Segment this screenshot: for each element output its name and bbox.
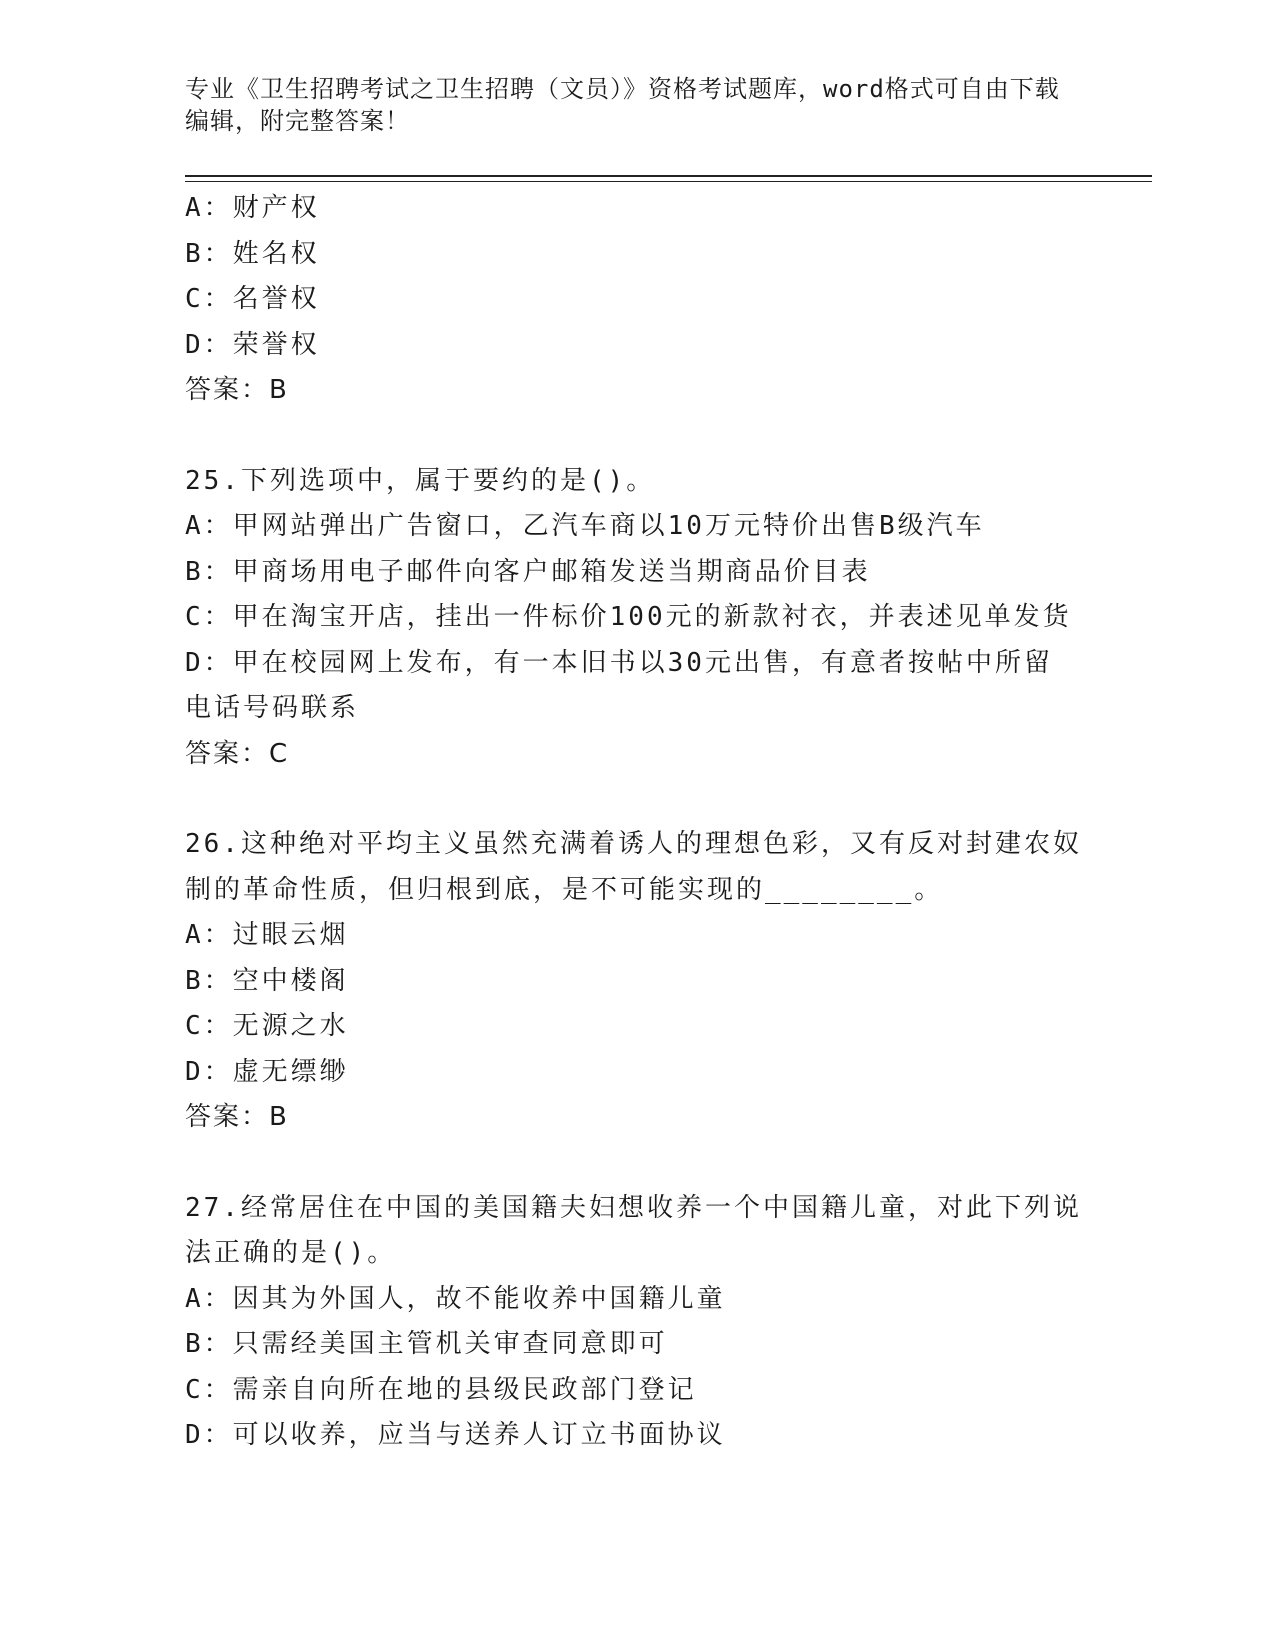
option-a: A：甲网站弹出广告窗口，乙汽车商以10万元特价出售B级汽车 <box>185 511 985 541</box>
header-line-1: 专业《卫生招聘考试之卫生招聘（文员）》资格考试题库，word格式可自由下载 <box>185 75 1060 103</box>
question-list <box>185 186 1155 1459</box>
question-stem-line-2: 制的革命性质，但归根到底，是不可能实现的________。 <box>185 874 944 905</box>
option-c: C：甲在淘宝开店，挂出一件标价100元的新款衬衣，并表述见单发货 <box>185 602 1072 632</box>
question-stem-line-1: 26.这种绝对平均主义虽然充满着诱人的理想色彩，又有反对封建农奴 <box>185 829 1082 859</box>
spacer <box>185 414 1155 459</box>
option-d: D：可以收养，应当与送养人订立书面协议 <box>185 1420 726 1450</box>
question-24 <box>185 186 1155 414</box>
question-27 <box>185 1186 1155 1459</box>
question-26 <box>185 822 1155 1141</box>
spacer <box>185 777 1155 822</box>
option-d: D：荣誉权 <box>185 329 320 360</box>
option-c: C：无源之水 <box>185 1011 349 1041</box>
option-c: C：名誉权 <box>185 284 320 314</box>
option-a: A：过眼云烟 <box>185 920 349 950</box>
document-header <box>185 73 1085 137</box>
answer: 答案：C <box>185 738 290 769</box>
option-b: B：甲商场用电子邮件向客户邮箱发送当期商品价目表 <box>185 556 871 587</box>
option-d: D：甲在校园网上发布，有一本旧书以30元出售，有意者按帖中所留 <box>185 647 1053 678</box>
option-b: B：姓名权 <box>185 238 320 269</box>
header-rule-thin <box>185 181 1152 182</box>
answer: 答案：B <box>185 1102 289 1132</box>
question-stem-line-1: 27.经常居住在中国的美国籍夫妇想收养一个中国籍儿童，对此下列说 <box>185 1192 1082 1223</box>
spacer <box>185 1141 1155 1186</box>
option-b: B：只需经美国主管机关审查同意即可 <box>185 1329 668 1359</box>
option-c: C：需亲自向所在地的县级民政部门登记 <box>185 1374 697 1405</box>
option-b: B：空中楼阁 <box>185 965 349 996</box>
question-25 <box>185 459 1155 778</box>
header-line-2: 编辑，附完整答案！ <box>185 107 410 135</box>
option-a: A：因其为外国人，故不能收养中国籍儿童 <box>185 1283 726 1314</box>
option-a: A：财产权 <box>185 193 320 223</box>
header-rule-thick <box>185 175 1152 177</box>
option-d: D：虚无缥缈 <box>185 1056 349 1087</box>
question-stem: 25.下列选项中，属于要约的是()。 <box>185 465 656 496</box>
question-stem-line-2: 法正确的是()。 <box>185 1238 397 1268</box>
option-d-continued: 电话号码联系 <box>185 693 360 723</box>
answer: 答案：B <box>185 375 289 405</box>
